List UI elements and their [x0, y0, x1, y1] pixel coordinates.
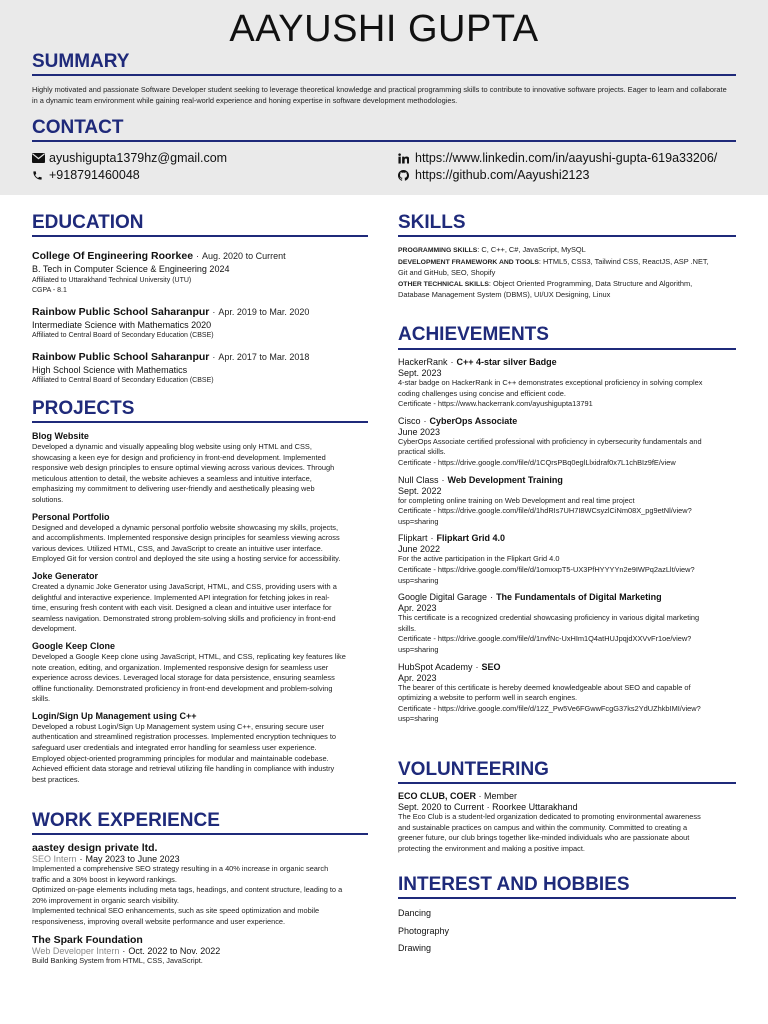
project-title: Google Keep Clone — [32, 640, 116, 651]
contact-github[interactable] — [398, 168, 589, 182]
achievement-description-line: CyberOps Associate certified professional with proficiency in cybersecurity fundamentals and — [398, 436, 702, 446]
separator-dot: · — [441, 474, 445, 485]
education-note: Affiliated to Uttarakhand Technical University (UTU) — [32, 276, 192, 284]
volunteer-description-line: The Eco Club is a student-led organization dedicated to promoting environmental awareness — [398, 812, 701, 821]
achievement-description-line: practical skills. — [398, 447, 446, 457]
degree: High School Science with Mathematics — [32, 364, 188, 375]
achievement-description-line: This certificate is a recognized credential showcasing proficiency in various digital marketing — [398, 613, 700, 623]
achievement-description-line: coding challenges using concise and efficient code. — [398, 388, 566, 398]
separator-dot: · — [196, 251, 200, 261]
volunteering-entry — [398, 791, 736, 854]
phone-icon — [32, 170, 46, 181]
project-description-line: experience across devices. Leveraged local storage for data persistence, ensuring seamless — [32, 673, 335, 683]
education-item — [32, 302, 368, 342]
achievement-description-line: Certificate - https://drive.google.com/file/d/12Z_Pw5Ve6FGwwFcgG37ks2YdUZhkbIMI/view? — [398, 703, 701, 713]
phone-text[interactable]: +918791460048 — [49, 168, 140, 182]
school-name: Rainbow Public School Saharanpur — [32, 350, 210, 363]
achievements-list — [398, 357, 736, 731]
achievement-org: Google Digital Garage — [398, 592, 488, 603]
achievements-rule — [398, 348, 736, 350]
achievement-item — [398, 357, 736, 410]
achievement-org: Cisco — [398, 415, 421, 426]
school-name: Rainbow Public School Saharanpur — [32, 305, 210, 318]
hobbies-list — [398, 907, 736, 960]
separator-dot: · — [430, 533, 434, 544]
achievement-description-line: Certificate - https://drive.google.com/file/d/1CQrsPBq0eglLlxidraf0x7L1chBIz9fE/view — [398, 457, 676, 467]
skill-value: Database Management System (DBMS), UI/UX Designing, Linux — [398, 290, 611, 300]
project-description-line: offline functionality. Demonstrated proficiency in front-end development and problem-solving — [32, 683, 333, 693]
work-description-line: Implemented a comprehensive SEO strategy resulting in a 40% increase in organic search — [32, 864, 329, 873]
project-description-line: solutions. — [32, 494, 64, 504]
project-description-line: skills. — [32, 694, 51, 704]
school-name: College Of Engineering Roorkee — [32, 250, 194, 262]
work-description-line: responsiveness, improving overall website performance and user experience. — [32, 916, 286, 926]
project-description-line: meticulous attention to detail, the website achieves a seamless and intuitive interface, — [32, 473, 312, 483]
separator-dot: · — [79, 854, 83, 864]
volunteering-heading: VOLUNTEERING — [398, 759, 549, 780]
volunteer-header — [398, 791, 736, 802]
project-description-line: Developed a robust Login/Sign Up Management system using C++, ensuring secure user — [32, 721, 325, 731]
work-role: SEO Intern — [32, 854, 77, 864]
project-description-line: delightful and interactive experience. Implemented API integration for fetching jokes in real- — [32, 592, 330, 602]
education-list — [32, 246, 368, 392]
project-description-line: time, ensuring fresh content with each visit. Designed a clean and intuitive user interface for — [32, 603, 332, 613]
project-description-line: Created a dynamic Joke Generator using JavaScript, HTML, and CSS, providing users with a — [32, 581, 337, 591]
candidate-name: AAYUSHI GUPTA — [229, 8, 539, 50]
achievement-item — [398, 662, 736, 725]
contact-email[interactable] — [32, 151, 227, 165]
skill-label: DEVELOPMENT FRAMEWORK AND TOOLS — [398, 258, 539, 266]
achievement-date: Sept. 2022 — [398, 485, 442, 496]
degree: B. Tech in Computer Science & Engineering 2024 — [32, 264, 230, 274]
project-description-line: emphasizing my commitment to delivering user-friendly and aesthetically pleasing web — [32, 484, 315, 494]
education-header — [32, 246, 368, 264]
achievement-date: Apr. 2023 — [398, 672, 437, 683]
education-header — [32, 347, 368, 365]
volunteer-org: ECO CLUB, COER — [398, 791, 477, 801]
hobby-item: Drawing — [398, 943, 432, 953]
achievement-org: Flipkart — [398, 533, 428, 544]
achievement-description-line: Certificate - https://drive.google.com/file/d/1omxxpT5-UX3PfHYYYYn2e9IWPq2azLlt/view? — [398, 564, 695, 574]
volunteer-date-line — [398, 802, 736, 812]
work-role: Web Developer Intern — [32, 945, 120, 956]
separator-dot: · — [478, 791, 482, 801]
achievement-description-line: usp=sharing — [398, 644, 439, 654]
achievement-date: Apr. 2023 — [398, 603, 437, 614]
project-description-line: Achieved efficient data storage and retrieval utilizing file handling in compliance with industry — [32, 764, 335, 774]
volunteer-description — [398, 812, 736, 854]
achievement-item — [398, 533, 736, 586]
achievement-title: Flipkart Grid 4.0 — [436, 533, 506, 544]
achievement-item — [398, 475, 736, 528]
project-title: Joke Generator — [32, 570, 99, 581]
linkedin-text[interactable]: https://www.linkedin.com/in/aayushi-gupta-619a33206/ — [415, 151, 718, 165]
project-description-line: safeguard user credentials and integrated error handling for seamless user experience. — [32, 743, 317, 753]
project-description-line: Employed Git for version control and deployed the site using a hosting service for accessibility. — [32, 554, 341, 564]
education-date: Apr. 2019 to Mar. 2020 — [218, 306, 310, 317]
achievement-title: SEO — [481, 661, 501, 672]
work-date: May 2023 to June 2023 — [85, 854, 180, 864]
education-date: Apr. 2017 to Mar. 2018 — [218, 351, 310, 362]
education-header — [32, 302, 368, 320]
skill-label: PROGRAMMING SKILLS — [398, 247, 478, 254]
separator-dot: · — [475, 661, 479, 672]
project-title: Blog Website — [32, 431, 89, 441]
project-item — [32, 512, 368, 565]
company-name: The Spark Foundation — [32, 933, 143, 946]
project-description-line: various devices. Utilized HTML, CSS, and JavaScript to create an intuitive user interface. — [32, 543, 323, 553]
github-text[interactable]: https://github.com/Aayushi2123 — [415, 168, 590, 182]
work-heading: WORK EXPERIENCE — [32, 810, 220, 831]
achievement-org: HackerRank — [398, 357, 448, 367]
work-role-line — [32, 854, 368, 864]
work-description-line: Build Banking System from HTML, CSS, JavaScript. — [32, 955, 203, 965]
work-date: Oct. 2022 to Nov. 2022 — [128, 945, 221, 956]
skill-value: C, C++, C#, JavaScript, MySQL — [481, 245, 586, 254]
achievement-description-line: optimizing a website to perform well in search engines. — [398, 693, 578, 703]
contact-heading: CONTACT — [32, 117, 124, 138]
summary-rule — [32, 74, 736, 76]
achievement-header — [398, 416, 736, 427]
skills-heading: SKILLS — [398, 212, 466, 233]
skill-label: OTHER TECHNICAL SKILLS — [398, 280, 489, 288]
achievement-header — [398, 662, 736, 673]
work-description-line: Implemented technical SEO enhancements, such as site speed optimization and mobile — [32, 906, 320, 916]
skill-line: PROGRAMMING SKILLS: C, C++, C#, JavaScript, MySQL — [398, 245, 586, 254]
envelope-icon — [32, 153, 46, 163]
work-list — [32, 842, 368, 972]
achievement-title: Web Development Training — [447, 474, 563, 485]
work-description-line: traffic and a 30% boost in keyword rankings. — [32, 874, 177, 884]
contact-rule — [32, 140, 736, 142]
contact-linkedin[interactable] — [398, 151, 717, 165]
achievements-heading: ACHIEVEMENTS — [398, 324, 549, 345]
achievement-description-line: usp=sharing — [398, 516, 439, 526]
achievement-description-line: Certificate - https://www.hackerrank.com/ayushigupta13791 — [398, 399, 593, 409]
github-icon — [398, 170, 412, 181]
achievement-header — [398, 475, 736, 486]
volunteer-role: Member — [484, 791, 518, 801]
summary-text: Highly motivated and passionate Software Developer student seeking to leverage theoretical knowledge and practical programming skills to contribute to innovative software projects. Eager to learn and collaborate in a dynamic team environment while gaining real-world experience and honing expertise in software development methodologies. — [32, 85, 727, 105]
volunteer-date: Sept. 2020 to Current — [398, 802, 485, 812]
linkedin-icon — [398, 153, 412, 164]
separator-dot: · — [490, 592, 494, 603]
work-item — [32, 842, 368, 928]
achievement-title: The Fundamentals of Digital Marketing — [496, 592, 662, 603]
volunteering-rule — [398, 782, 736, 784]
project-description-line: development. — [32, 624, 77, 634]
separator-dot: · — [212, 306, 216, 317]
education-note: CGPA - 8.1 — [32, 287, 67, 294]
volunteer-description-line: greener future, our club brings together like-minded individuals who are passionate about — [398, 833, 690, 843]
hobbies-rule — [398, 897, 736, 899]
separator-dot: · — [212, 351, 216, 362]
hobby-item: Dancing — [398, 908, 432, 918]
degree: Intermediate Science with Mathematics 2020 — [32, 319, 212, 330]
education-rule — [32, 235, 368, 237]
achievement-description-line: Certificate - https://drive.google.com/file/d/1nvfNc-UxHIm1Q4atHUJpqjdXXVvFr1oe/view? — [398, 634, 692, 644]
education-item — [32, 347, 368, 387]
skill-line — [398, 290, 736, 301]
achievement-date: June 2023 — [398, 426, 441, 437]
project-description-line: showcasing a keen eye for design and proficiency in front-end development. Implemented — [32, 452, 326, 462]
achievement-description-line: usp=sharing — [398, 575, 439, 585]
achievement-description-line: for completing online training on Web Development and real time project — [398, 495, 635, 505]
work-role-line — [32, 946, 368, 956]
skills-list — [398, 245, 736, 301]
achievement-org: Null Class — [398, 474, 439, 485]
volunteer-place: Roorkee Uttarakhand — [492, 802, 578, 812]
work-description-line: Optimized on-page elements including meta tags, headings, and content structure, leading to a — [32, 885, 343, 895]
project-description-line: seamless navigation. Demonstrated strong problem-solving skills and proficiency in front-end — [32, 613, 336, 623]
achievement-item — [398, 592, 736, 655]
achievement-description-line: For the active participation in the Flipkart Grid 4.0 — [398, 554, 560, 564]
project-title: Personal Portfolio — [32, 511, 110, 522]
hobby-item: Photography — [398, 925, 450, 936]
education-date: Aug. 2020 to Current — [202, 251, 286, 261]
separator-dot: · — [450, 357, 454, 367]
project-description-line: best practices. — [32, 774, 80, 784]
project-description-line: note creation, editing, and organization. Implemented responsive design for seamless user — [32, 662, 329, 672]
achievement-date: Sept. 2023 — [398, 368, 442, 378]
skill-line: OTHER TECHNICAL SKILLS: Object Oriented Programming, Data Structure and Algorithm, — [398, 278, 693, 288]
email-text[interactable]: ayushigupta1379hz@gmail.com — [49, 151, 228, 165]
separator-dot: · — [122, 945, 126, 956]
achievement-description-line: The bearer of this certificate is hereby deemed knowledgeable about SEO and capable of — [398, 682, 691, 692]
achievement-title: CyberOps Associate — [429, 415, 518, 426]
volunteer-description-line: protecting the environment and making a positive impact. — [398, 843, 585, 853]
separator-dot: · — [486, 802, 490, 812]
work-description-line: 20% improvement in organic search visibility. — [32, 895, 179, 905]
project-item — [32, 711, 368, 786]
company-name: aastey design private ltd. — [32, 842, 158, 854]
project-description-line: authentication and streamlined registration processes. Implemented encryption techniques to — [32, 732, 337, 742]
achievement-item — [398, 416, 736, 469]
project-title: Login/Sign Up Management using C++ — [32, 710, 197, 721]
education-note: Affiliated to Central Board of Secondary Education (CBSE) — [32, 377, 214, 384]
summary-heading: SUMMARY — [32, 51, 130, 72]
projects-rule — [32, 421, 368, 423]
skill-value: HTML5, CSS3, Tailwind CSS, ReactJS, ASP .NET, — [542, 256, 709, 266]
skill-value: Git and GitHub, SEO, Shopify — [398, 268, 496, 278]
project-description-line: Employed object-oriented programming principles for modular and maintainable codebase. — [32, 753, 329, 763]
achievement-description-line: 4-star badge on HackerRank in C++ demonstrates exceptional proficiency in solving complex — [398, 378, 703, 387]
project-description-line: Designed and developed a dynamic personal portfolio website showcasing my skills, projects, — [32, 522, 339, 532]
skill-line — [398, 268, 736, 279]
achievement-org: HubSpot Academy — [398, 661, 473, 672]
achievement-description-line: Certificate - https://drive.google.com/file/d/1hdRIs7UH7I8WCsyzlCiNm08X_pg9etNl/view? — [398, 506, 692, 516]
projects-heading: PROJECTS — [32, 398, 135, 419]
achievement-description-line: usp=sharing — [398, 714, 439, 724]
work-item — [32, 934, 368, 967]
achievement-header — [398, 592, 736, 603]
education-item — [32, 246, 368, 297]
project-description-line: responsive web design principles to ensure optimal viewing across various devices. Through — [32, 463, 335, 473]
projects-list — [32, 431, 368, 791]
achievement-date: June 2022 — [398, 544, 441, 555]
separator-dot: · — [423, 415, 427, 426]
project-description-line: and accomplishments. Implemented responsive design principles for seamless viewing across — [32, 533, 340, 543]
education-note: Affiliated to Central Board of Secondary Education (CBSE) — [32, 332, 214, 339]
skill-value: Object Oriented Programming, Data Structure and Algorithm, — [493, 278, 693, 288]
project-description-line: Developed a dynamic and visually appealing blog website using only HTML and CSS, — [32, 442, 312, 451]
work-rule — [32, 833, 368, 835]
volunteer-description-line: and sustainable practices on campus and within the community. Committed to creating a — [398, 822, 688, 832]
project-item — [32, 571, 368, 635]
education-heading: EDUCATION — [32, 212, 144, 233]
achievement-header — [398, 533, 736, 544]
contact-phone[interactable] — [32, 168, 140, 182]
hobbies-heading: INTEREST AND HOBBIES — [398, 874, 630, 895]
project-description-line: Developed a Google Keep clone using JavaScript, HTML, and CSS, replicating key features like — [32, 651, 346, 661]
project-item — [32, 641, 368, 705]
achievement-header — [398, 357, 736, 368]
achievement-title: C++ 4-star silver Badge — [456, 357, 557, 367]
skill-line: DEVELOPMENT FRAMEWORK AND TOOLS: HTML5, CSS3, Tailwind CSS, ReactJS, ASP .NET, — [398, 256, 709, 266]
skills-rule — [398, 235, 736, 237]
project-item — [32, 431, 368, 506]
achievement-description-line: skills. — [398, 623, 417, 633]
